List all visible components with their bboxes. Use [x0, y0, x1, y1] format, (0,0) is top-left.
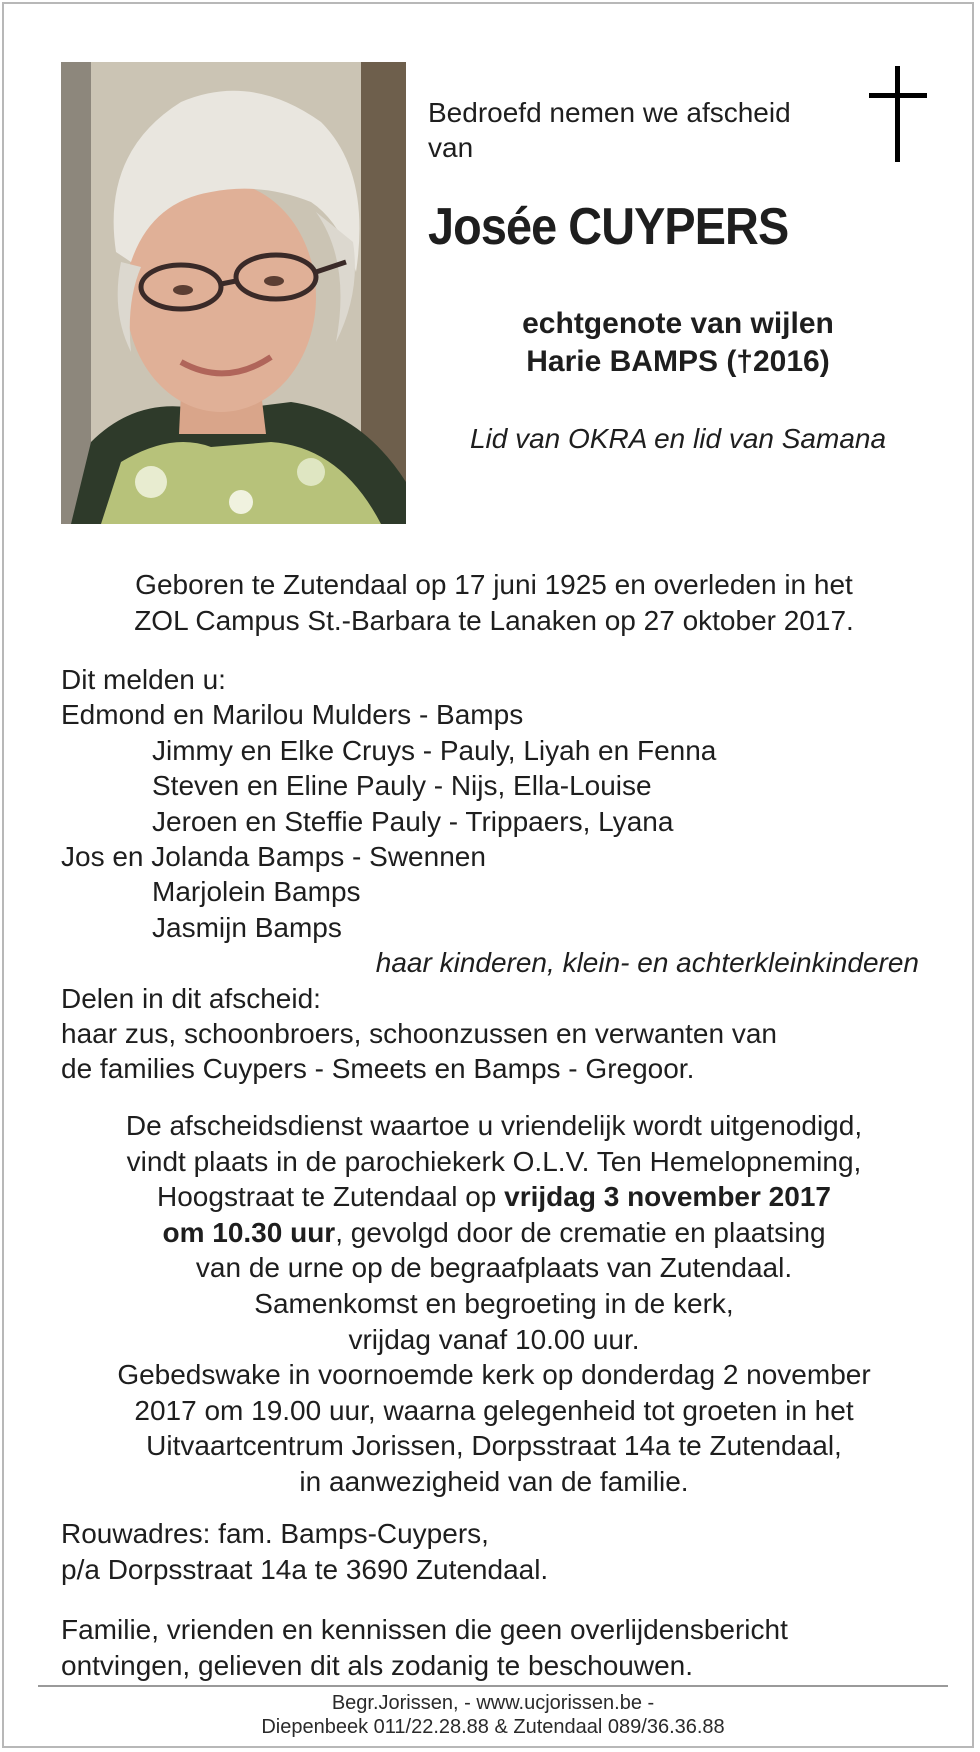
family-line: Jeroen en Steffie Pauly - Trippaers, Lyana — [152, 805, 674, 837]
share-heading: Delen in dit afscheid: — [61, 982, 321, 1014]
service-section — [34, 1108, 954, 1500]
family-line: Edmond en Marilou Mulders - Bamps — [61, 699, 524, 731]
service-line: van de urne op de begraafplaats van Zutendaal. — [195, 1252, 793, 1284]
share-line: de families Cuypers - Smeets en Bamps - Gregoor. — [61, 1053, 695, 1085]
service-line: vrijdag vanaf 10.00 uur. — [348, 1323, 640, 1355]
mourning-address — [61, 1516, 548, 1587]
service-line: De afscheidsdienst waartoe u vriendelijk wordt uitgenodigd, — [125, 1110, 863, 1141]
birth-death-line: Geboren te Zutendaal op 17 juni 1925 en overleden in het — [135, 569, 853, 600]
service-line: Gebedswake in voornoemde kerk op donderdag 2 november — [117, 1359, 871, 1391]
service-line: 2017 om 19.00 uur, waarna gelegenheid tot groeten in het — [134, 1394, 854, 1426]
service-line: Samenkomst en begroeting in de kerk, — [254, 1287, 734, 1319]
intro-line: Bedroefd nemen we afscheid — [428, 97, 791, 128]
service-line — [34, 1215, 954, 1251]
spouse-line: Harie BAMPS (†2016) — [526, 345, 830, 378]
family-line: Jasmijn Bamps — [152, 911, 342, 943]
closing-line: ontvingen, gelieven dit als zodanig te beschouwen. — [61, 1649, 693, 1681]
cross-icon — [869, 66, 927, 162]
portrait-image — [61, 62, 406, 524]
spouse-line: echtgenote van wijlen — [522, 307, 834, 340]
family-line: Marjolein Bamps — [152, 876, 361, 908]
service-line — [34, 1179, 954, 1215]
family-section — [61, 662, 941, 1087]
family-announce: Dit melden u: — [61, 664, 226, 695]
address-line: Rouwadres: fam. Bamps-Cuypers, — [61, 1518, 489, 1549]
birth-death-text — [44, 567, 944, 639]
deceased-name: Josée CUYPERS — [428, 198, 789, 256]
address-line: p/a Dorpsstraat 14a te 3690 Zutendaal. — [61, 1553, 549, 1585]
family-line: Jos en Jolanda Bamps - Swennen — [61, 841, 486, 873]
closing-line: Familie, vrienden en kennissen die geen overlijdensbericht — [61, 1614, 788, 1645]
spouse-text — [428, 305, 928, 381]
intro-line: van — [428, 132, 474, 163]
birth-death-line: ZOL Campus St.-Barbara te Lanaken op 27 oktober 2017. — [134, 605, 854, 636]
obituary-card — [2, 2, 974, 1748]
share-line: haar zus, schoonbroers, schoonzussen en verwanten van — [61, 1018, 777, 1050]
intro-text — [428, 95, 828, 165]
footer-divider — [38, 1685, 948, 1687]
family-line: Jimmy en Elke Cruys - Pauly, Liyah en Fenna — [152, 734, 717, 766]
portrait-photo — [61, 62, 406, 524]
service-line: in aanwezigheid van de familie. — [299, 1465, 689, 1497]
footer-line: Diepenbeek 011/22.28.88 & Zutendaal 089/36.36.88 — [261, 1716, 725, 1738]
service-line: vindt plaats in de parochiekerk O.L.V. Ten Hemelopneming, — [126, 1145, 862, 1177]
service-time: om 10.30 uur — [162, 1216, 336, 1248]
closing-note — [61, 1612, 788, 1683]
service-text: Hoogstraat te Zutendaal op — [157, 1181, 505, 1213]
footer — [38, 1691, 948, 1739]
membership-text: Lid van OKRA en lid van Samana — [469, 423, 887, 454]
service-line: Uitvaartcentrum Jorissen, Dorpsstraat 14a te Zutendaal, — [146, 1430, 842, 1462]
footer-line: Begr.Jorissen, - www.ucjorissen.be - — [331, 1692, 655, 1714]
family-line: Steven en Eline Pauly - Nijs, Ella-Louise — [152, 770, 652, 802]
service-text: , gevolgd door de crematie en plaatsing — [335, 1216, 826, 1248]
family-signature: haar kinderen, klein- en achterkleinkinderen — [375, 947, 919, 979]
service-date: vrijdag 3 november 2017 — [504, 1181, 831, 1213]
